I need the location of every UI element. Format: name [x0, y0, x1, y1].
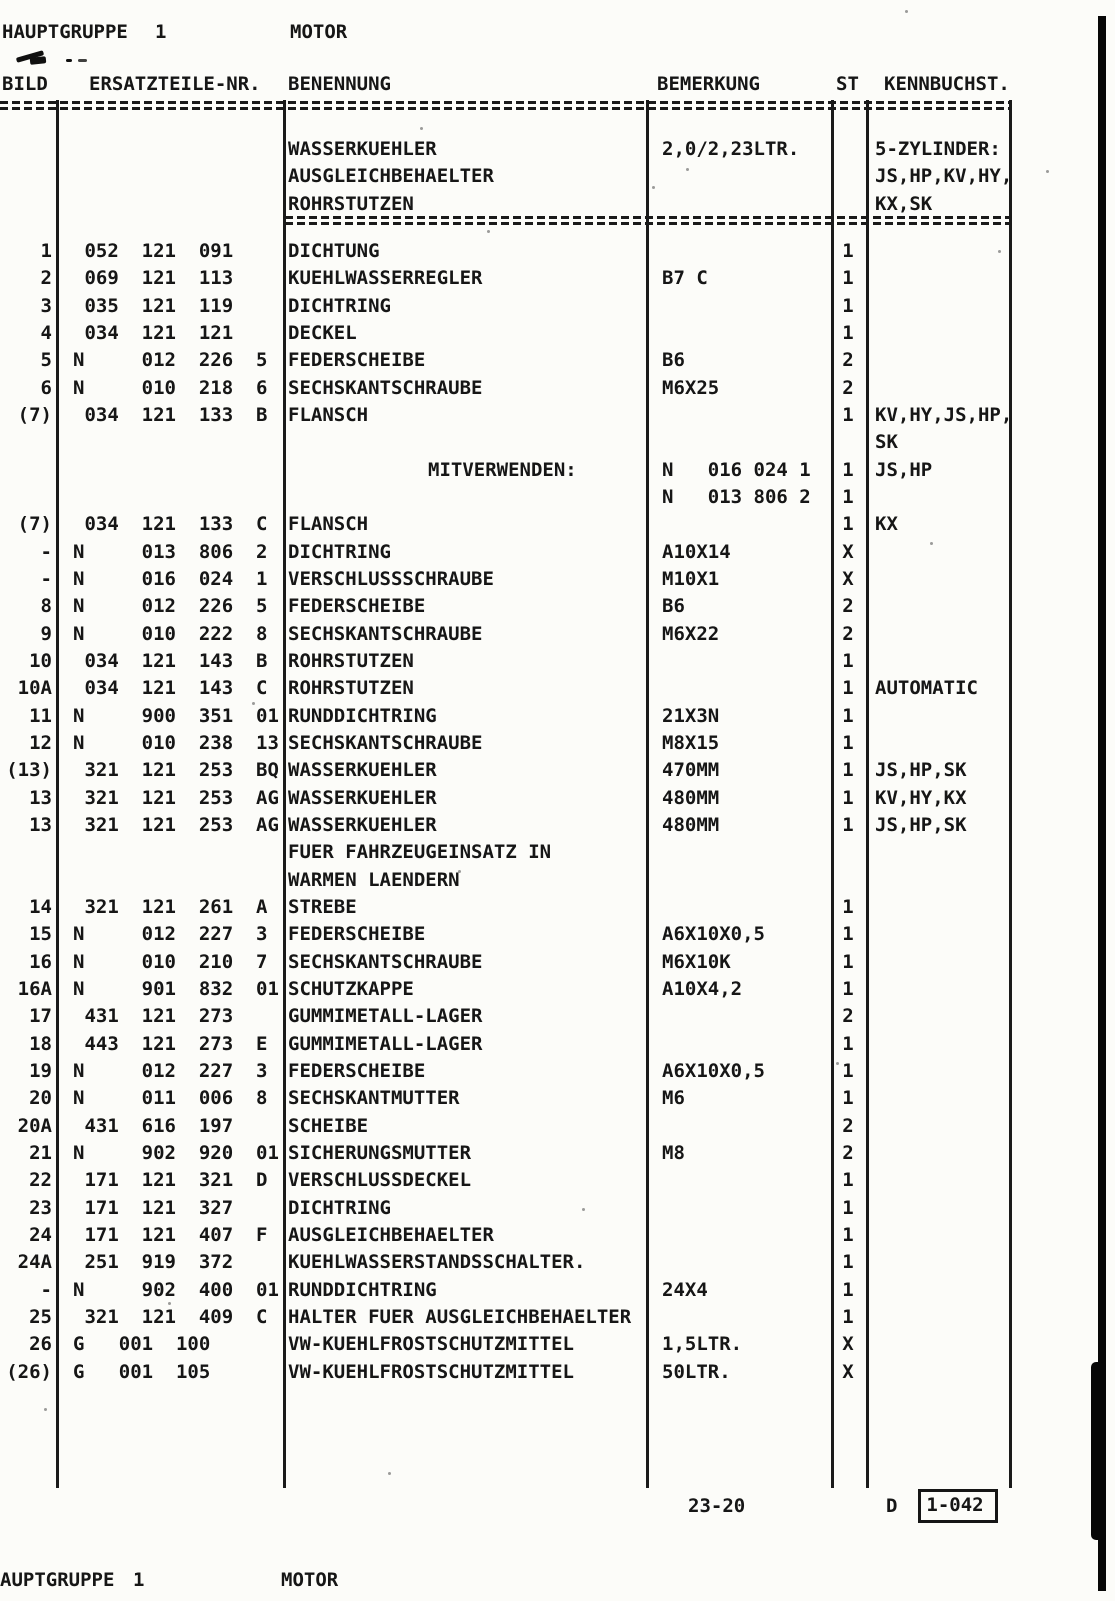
- scan-smudge: [30, 56, 47, 65]
- cell-st: 1: [842, 1032, 854, 1055]
- cell-bem: M6X22: [662, 622, 720, 645]
- cell-bild: 2: [40, 267, 52, 290]
- cell-nr: 171 121 321 D: [73, 1169, 268, 1192]
- cell-ben: WARMEN LAENDERN: [288, 868, 460, 891]
- bottom-title-section: MOTOR: [281, 1569, 339, 1591]
- cell-ben: FEDERSCHEIBE: [288, 349, 426, 372]
- cell-ben: FUER FAHRZEUGEINSATZ IN: [288, 841, 552, 864]
- cell-st: 1: [842, 1278, 854, 1301]
- cell-st: X: [842, 1360, 854, 1383]
- cell-nr: 034 121 133 C: [73, 513, 268, 536]
- cell-nr: N 013 806 2: [73, 540, 268, 563]
- cell-st: X: [842, 1333, 854, 1356]
- cell-ben: DECKEL: [288, 321, 357, 344]
- header-separator: [0, 101, 1010, 110]
- cell-kenn: KX: [875, 513, 898, 536]
- cell-nr: N 010 218 6: [73, 376, 268, 399]
- cell-bem: 2,0/2,23LTR.: [662, 138, 800, 160]
- scan-smudge: [66, 59, 72, 62]
- table-rule: [646, 100, 649, 1488]
- cell-nr: 321 121 253 BQ: [73, 759, 279, 782]
- cell-bem: 24X4: [662, 1278, 708, 1301]
- cell-bem: M8X15: [662, 731, 720, 754]
- cell-ben: FEDERSCHEIBE: [288, 595, 426, 618]
- cell-kenn: 5-ZYLINDER:: [875, 138, 1001, 160]
- cell-ben: DICHTRING: [288, 294, 391, 317]
- cell-st: 1: [842, 1223, 854, 1246]
- cell-bem: N 013 806 2: [662, 485, 811, 508]
- scan-speck: [998, 250, 1001, 253]
- cell-ben: DICHTRING: [288, 540, 391, 563]
- cell-st: 1: [842, 786, 854, 809]
- cell-st: 1: [842, 731, 854, 754]
- cell-bem: M10X1: [662, 567, 720, 590]
- cell-st: 1: [842, 485, 854, 508]
- cell-st: 1: [842, 1087, 854, 1110]
- cell-nr: N 012 227 3: [73, 1059, 268, 1082]
- scan-speck: [905, 10, 908, 13]
- cell-st: 2: [842, 349, 854, 372]
- cell-st: 2: [842, 595, 854, 618]
- cell-ben: SECHSKANTMUTTER: [288, 1087, 460, 1110]
- scan-edge-bar: [1098, 16, 1106, 1591]
- column-header-description: BENENNUNG: [288, 73, 391, 95]
- cell-bild: -: [40, 567, 52, 590]
- cell-kenn: KV,HY,JS,HP,: [875, 403, 1013, 426]
- cell-ben: SCHEIBE: [288, 1114, 369, 1137]
- table-rule: [283, 100, 286, 1488]
- cell-bild: 10: [29, 649, 52, 672]
- cell-bem: 21X3N: [662, 704, 720, 727]
- cell-bild: 16A: [17, 977, 52, 1000]
- cell-bild: -: [40, 540, 52, 563]
- cell-nr: N 012 227 3: [73, 923, 268, 946]
- cell-bild: (26): [6, 1360, 52, 1383]
- cell-nr: N 010 210 7: [73, 950, 268, 973]
- cell-ben: WASSERKUEHLER: [288, 759, 437, 782]
- cell-bem: M6: [662, 1087, 685, 1110]
- cell-ben: SECHSKANTSCHRAUBE: [288, 950, 483, 973]
- cell-bem: 480MM: [662, 786, 720, 809]
- cell-bild: (13): [6, 759, 52, 782]
- cell-bild: 6: [40, 376, 52, 399]
- cell-ben: KUEHLWASSERSTANDSSCHALTER.: [288, 1251, 586, 1274]
- cell-ben: SICHERUNGSMUTTER: [288, 1141, 472, 1164]
- cell-ben: DICHTUNG: [288, 240, 380, 262]
- table-rule: [866, 100, 869, 1488]
- scan-speck: [487, 230, 490, 233]
- cell-ben: FLANSCH: [288, 403, 369, 426]
- cell-bild: 22: [29, 1169, 52, 1192]
- cell-ben: SECHSKANTSCHRAUBE: [288, 622, 483, 645]
- cell-ben: MITVERWENDEN:: [428, 458, 577, 481]
- cell-ben: ROHRSTUTZEN: [288, 649, 414, 672]
- cell-st: 1: [842, 458, 854, 481]
- cell-nr: 171 121 407 F: [73, 1223, 268, 1246]
- cell-st: 1: [842, 704, 854, 727]
- cell-st: X: [842, 567, 854, 590]
- column-header-remark: BEMERKUNG: [657, 73, 760, 95]
- cell-bild: 18: [29, 1032, 52, 1055]
- cell-st: 1: [842, 759, 854, 782]
- bottom-title-number: 1: [133, 1569, 145, 1591]
- cell-st: 1: [842, 950, 854, 973]
- scan-speck: [652, 186, 655, 189]
- scan-speck: [388, 1472, 391, 1475]
- cell-ben: KUEHLWASSERREGLER: [288, 267, 483, 290]
- scan-speck: [686, 168, 689, 171]
- cell-nr: N 012 226 5: [73, 349, 268, 372]
- cell-st: 1: [842, 1059, 854, 1082]
- cell-nr: N 010 222 8: [73, 622, 268, 645]
- cell-nr: 035 121 119: [73, 294, 234, 317]
- cell-st: 1: [842, 895, 854, 918]
- cell-ben: STREBE: [288, 895, 357, 918]
- cell-bem: A6X10X0,5: [662, 1059, 765, 1082]
- cell-ben: AUSGLEICHBEHAELTER: [288, 165, 494, 188]
- cell-ben: HALTER FUER AUSGLEICHBEHAELTER: [288, 1305, 632, 1328]
- cell-bild: 1: [40, 240, 52, 262]
- cell-nr: 443 121 273 E: [73, 1032, 268, 1055]
- cell-ben: AUSGLEICHBEHAELTER: [288, 1223, 494, 1246]
- cell-st: 2: [842, 376, 854, 399]
- cell-kenn: JS,HP,SK: [875, 759, 967, 782]
- cell-bild: 13: [29, 786, 52, 809]
- cell-ben: RUNDDICHTRING: [288, 704, 437, 727]
- cell-nr: N 902 400 01: [73, 1278, 279, 1301]
- cell-bild: 25: [29, 1305, 52, 1328]
- scan-speck: [44, 1408, 47, 1411]
- cell-bild: 20A: [17, 1114, 52, 1137]
- cell-st: X: [842, 540, 854, 563]
- cell-bem: B6: [662, 349, 685, 372]
- cell-st: 1: [842, 403, 854, 426]
- cell-bild: 26: [29, 1333, 52, 1356]
- cell-ben: GUMMIMETALL-LAGER: [288, 1032, 483, 1055]
- cell-st: 1: [842, 513, 854, 536]
- cell-bild: 10A: [17, 677, 52, 700]
- cell-nr: N 900 351 01: [73, 704, 279, 727]
- cell-ben: WASSERKUEHLER: [288, 786, 437, 809]
- cell-st: 1: [842, 294, 854, 317]
- cell-bild: 17: [29, 1005, 52, 1028]
- cell-kenn: KV,HY,KX: [875, 786, 967, 809]
- cell-bild: 8: [40, 595, 52, 618]
- footer-d-label: D: [886, 1495, 898, 1517]
- cell-st: 1: [842, 1196, 854, 1219]
- cell-st: 1: [842, 649, 854, 672]
- cell-ben: FEDERSCHEIBE: [288, 923, 426, 946]
- column-header-part-number: ERSATZTEILE-NR.: [89, 73, 261, 95]
- cell-kenn: JS,HP,KV,HY,: [875, 165, 1013, 188]
- cell-bild: 19: [29, 1059, 52, 1082]
- cell-ben: WASSERKUEHLER: [288, 138, 437, 160]
- cell-kenn: AUTOMATIC: [875, 677, 978, 700]
- table-rule: [1009, 100, 1012, 1488]
- cell-ben: SECHSKANTSCHRAUBE: [288, 376, 483, 399]
- cell-bild: 24: [29, 1223, 52, 1246]
- cell-bild: (7): [17, 513, 52, 536]
- cell-bem: B6: [662, 595, 685, 618]
- cell-kenn: JS,HP,SK: [875, 813, 967, 836]
- column-header-bild: BILD: [2, 73, 48, 95]
- cell-nr: 431 121 273: [73, 1005, 234, 1028]
- cell-st: 2: [842, 622, 854, 645]
- cell-nr: 052 121 091: [73, 240, 234, 262]
- page-number: 23-20: [688, 1495, 746, 1517]
- cell-bild: 16: [29, 950, 52, 973]
- cell-st: 2: [842, 1114, 854, 1137]
- cell-ben: GUMMIMETALL-LAGER: [288, 1005, 483, 1028]
- cell-bild: 14: [29, 895, 52, 918]
- microfiche-code: 1-042: [926, 1494, 984, 1516]
- cell-nr: 321 121 409 C: [73, 1305, 268, 1328]
- cell-bem: N 016 024 1: [662, 458, 811, 481]
- cell-st: 1: [842, 923, 854, 946]
- cell-ben: ROHRSTUTZEN: [288, 677, 414, 700]
- cell-st: 1: [842, 240, 854, 262]
- cell-st: 1: [842, 677, 854, 700]
- cell-ben: VERSCHLUSSSCHRAUBE: [288, 567, 494, 590]
- cell-bild: 13: [29, 813, 52, 836]
- cell-nr: N 902 920 01: [73, 1141, 279, 1164]
- page-title-label: HAUPTGRUPPE: [2, 21, 128, 43]
- cell-nr: N 012 226 5: [73, 595, 268, 618]
- cell-bem: A6X10X0,5: [662, 923, 765, 946]
- scan-edge-bar: [1091, 1362, 1106, 1540]
- cell-st: 1: [842, 1305, 854, 1328]
- cell-ben: VERSCHLUSSDECKEL: [288, 1169, 472, 1192]
- cell-bild: -: [40, 1278, 52, 1301]
- cell-nr: G 001 105: [73, 1360, 211, 1383]
- cell-bild: 11: [29, 704, 52, 727]
- page-title-number: 1: [155, 21, 167, 43]
- cell-bild: 23: [29, 1196, 52, 1219]
- cell-ben: SCHUTZKAPPE: [288, 977, 414, 1000]
- cell-nr: 251 919 372: [73, 1251, 234, 1274]
- cell-st: 2: [842, 1141, 854, 1164]
- cell-ben: DICHTRING: [288, 1196, 391, 1219]
- cell-ben: FLANSCH: [288, 513, 369, 536]
- cell-bem: 1,5LTR.: [662, 1333, 743, 1356]
- cell-ben: SECHSKANTSCHRAUBE: [288, 731, 483, 754]
- cell-bild: (7): [17, 403, 52, 426]
- cell-bild: 12: [29, 731, 52, 754]
- cell-bild: 24A: [17, 1251, 52, 1274]
- cell-st: 1: [842, 1169, 854, 1192]
- cell-st: 1: [842, 977, 854, 1000]
- cell-nr: N 011 006 8: [73, 1087, 268, 1110]
- cell-bild: 5: [40, 349, 52, 372]
- cell-bem: 50LTR.: [662, 1360, 731, 1383]
- scan-speck: [930, 542, 933, 545]
- cell-ben: RUNDDICHTRING: [288, 1278, 437, 1301]
- scan-speck: [582, 1208, 585, 1211]
- table-rule: [56, 100, 59, 1488]
- cell-bem: B7 C: [662, 267, 708, 290]
- cell-kenn: SK: [875, 431, 898, 454]
- cell-nr: 034 121 121: [73, 321, 234, 344]
- cell-st: 1: [842, 321, 854, 344]
- cell-bild: 9: [40, 622, 52, 645]
- cell-bild: 15: [29, 923, 52, 946]
- cell-ben: VW-KUEHLFROSTSCHUTZMITTEL: [288, 1333, 574, 1356]
- cell-bem: 470MM: [662, 759, 720, 782]
- cell-nr: 069 121 113: [73, 267, 234, 290]
- cell-ben: ROHRSTUTZEN: [288, 192, 414, 215]
- cell-st: 1: [842, 813, 854, 836]
- cell-bild: 21: [29, 1141, 52, 1164]
- cell-st: 1: [842, 267, 854, 290]
- scan-smudge: [78, 59, 87, 62]
- cell-nr: G 001 100: [73, 1333, 211, 1356]
- column-header-code-letters: KENNBUCHST.: [884, 73, 1010, 95]
- cell-bem: M8: [662, 1141, 685, 1164]
- cell-bem: 480MM: [662, 813, 720, 836]
- cell-ben: FEDERSCHEIBE: [288, 1059, 426, 1082]
- cell-st: 1: [842, 1251, 854, 1274]
- scan-speck: [420, 127, 423, 130]
- cell-ben: VW-KUEHLFROSTSCHUTZMITTEL: [288, 1360, 574, 1383]
- cell-bild: 3: [40, 294, 52, 317]
- cell-nr: N 010 238 13: [73, 731, 279, 754]
- cell-bem: A10X4,2: [662, 977, 743, 1000]
- page-title-section: MOTOR: [290, 21, 348, 43]
- cell-nr: 321 121 261 A: [73, 895, 268, 918]
- cell-nr: 034 121 143 C: [73, 677, 268, 700]
- column-header-qty: ST: [836, 73, 859, 95]
- cell-ben: WASSERKUEHLER: [288, 813, 437, 836]
- cell-nr: 321 121 253 AG: [73, 813, 279, 836]
- cell-bem: M6X10K: [662, 950, 731, 973]
- cell-kenn: KX,SK: [875, 192, 933, 215]
- bottom-title-label: AUPTGRUPPE: [0, 1569, 115, 1591]
- cell-nr: 321 121 253 AG: [73, 786, 279, 809]
- cell-kenn: JS,HP: [875, 458, 933, 481]
- cell-nr: 034 121 133 B: [73, 403, 268, 426]
- cell-nr: 034 121 143 B: [73, 649, 268, 672]
- cell-nr: 431 616 197: [73, 1114, 234, 1137]
- cell-nr: N 016 024 1: [73, 567, 268, 590]
- scan-speck: [1046, 170, 1049, 173]
- cell-bem: M6X25: [662, 376, 720, 399]
- cell-bild: 20: [29, 1087, 52, 1110]
- cell-bild: 4: [40, 321, 52, 344]
- cell-st: 2: [842, 1005, 854, 1028]
- cell-bem: A10X14: [662, 540, 731, 563]
- cell-nr: 171 121 327: [73, 1196, 234, 1219]
- cell-nr: N 901 832 01: [73, 977, 279, 1000]
